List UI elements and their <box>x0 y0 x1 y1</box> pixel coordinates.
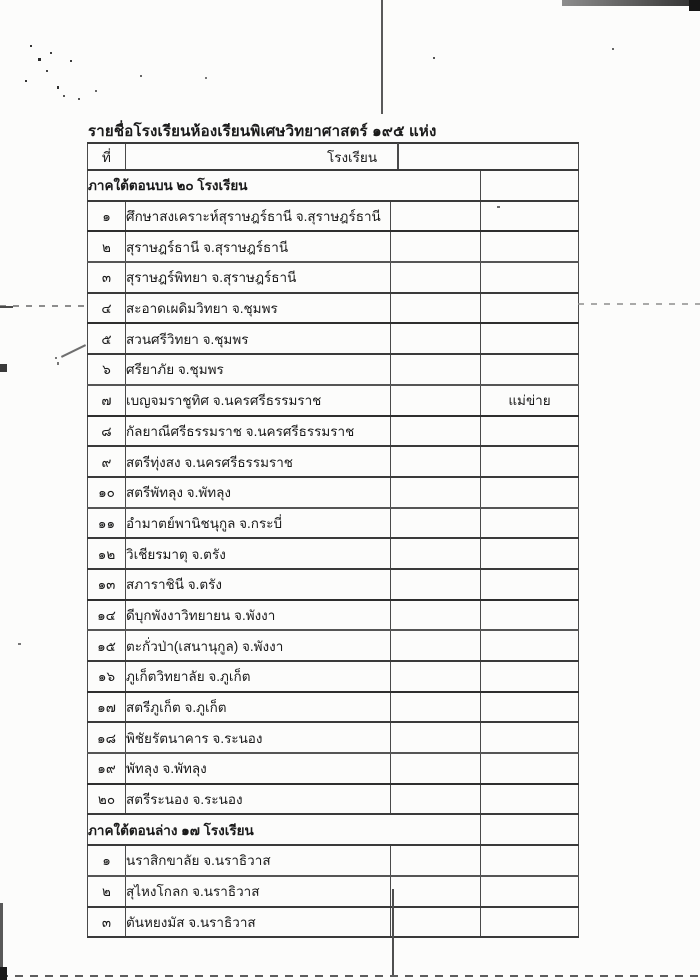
school-row <box>88 262 579 293</box>
row-number: ๒ <box>88 876 126 907</box>
blank-cell <box>391 293 481 324</box>
blank-cell <box>391 600 481 631</box>
note-cell <box>481 231 579 262</box>
blank-cell <box>391 753 481 784</box>
note-cell <box>481 323 579 354</box>
blank-cell <box>391 845 481 876</box>
school-row <box>88 661 579 692</box>
note-cell <box>481 477 579 508</box>
row-number: ๑ <box>88 845 126 876</box>
page-title: รายชื่อโรงเรียนห้องเรียนพิเศษวิทยาศาสตร์ ๑๙๕ แห่ง <box>88 123 437 140</box>
school-name: สุราษฎร์พิทยา จ.สุราษฎร์ธานี <box>126 262 391 293</box>
blank-cell <box>391 323 481 354</box>
note-cell <box>481 661 579 692</box>
scan-bottom-dashed-line <box>0 975 700 977</box>
note-cell <box>481 416 579 447</box>
school-name: สะอาดเผดิมวิทยา จ.ชุมพร <box>126 293 391 324</box>
blank-cell <box>391 661 481 692</box>
row-number: ๑๓ <box>88 569 126 600</box>
scan-dash-line-left <box>0 305 88 307</box>
school-row <box>88 354 579 385</box>
pencil-dot <box>55 357 57 359</box>
col-header-no: ที่ <box>88 143 126 170</box>
row-number: ๓ <box>88 262 126 293</box>
row-number: ๕ <box>88 323 126 354</box>
section-label: ภาคใต้ตอนล่าง ๑๗ โรงเรียน <box>88 814 481 845</box>
section-row <box>88 814 579 845</box>
blank-cell <box>391 354 481 385</box>
school-row <box>88 845 579 876</box>
scan-speck <box>205 77 207 79</box>
note-cell <box>481 876 579 907</box>
school-name: สตรีภูเก็ต จ.ภูเก็ต <box>126 692 391 723</box>
note-cell <box>481 508 579 539</box>
scan-speck <box>63 95 65 97</box>
school-row <box>88 692 579 723</box>
note-cell <box>481 293 579 324</box>
blank-cell <box>391 231 481 262</box>
school-row <box>88 508 579 539</box>
school-row <box>88 722 579 753</box>
section-note-cell <box>481 814 579 845</box>
school-name: วิเชียรมาตุ จ.ตรัง <box>126 538 391 569</box>
pencil-check-mark <box>61 344 86 358</box>
blank-cell <box>391 630 481 661</box>
school-row <box>88 446 579 477</box>
col-header-school: โรงเรียน <box>126 143 579 170</box>
blank-cell <box>391 477 481 508</box>
note-cell <box>481 354 579 385</box>
row-number: ๙ <box>88 446 126 477</box>
note-cell: แม่ข่าย <box>481 385 579 416</box>
note-cell <box>481 630 579 661</box>
school-name: สภาราชินี จ.ตรัง <box>126 569 391 600</box>
blank-cell <box>391 446 481 477</box>
scan-speck <box>140 75 142 77</box>
blank-cell <box>391 262 481 293</box>
scan-header-vertical-line <box>397 143 399 169</box>
section-label: ภาคใต้ตอนบน ๒๐ โรงเรียน <box>88 170 481 201</box>
blank-cell <box>391 538 481 569</box>
school-row <box>88 293 579 324</box>
note-cell <box>481 538 579 569</box>
row-number: ๑๕ <box>88 630 126 661</box>
row-number: ๒ <box>88 231 126 262</box>
row-number: ๑๒ <box>88 538 126 569</box>
blank-cell <box>391 722 481 753</box>
school-row <box>88 477 579 508</box>
school-row <box>88 784 579 815</box>
school-row <box>88 630 579 661</box>
school-row <box>88 600 579 631</box>
school-name: สุไหงโกลก จ.นราธิวาส <box>126 876 391 907</box>
blank-cell <box>391 876 481 907</box>
pencil-dot <box>57 362 59 365</box>
row-number: ๔ <box>88 293 126 324</box>
section-row <box>88 170 579 201</box>
row-number: ๑๐ <box>88 477 126 508</box>
school-name: นราสิกขาลัย จ.นราธิวาส <box>126 845 391 876</box>
scan-top-right-bar <box>562 0 700 6</box>
scan-bottom-vertical-line <box>392 889 394 975</box>
scan-speck <box>30 45 32 47</box>
table-header-row <box>88 143 579 170</box>
scan-top-right-corner-block <box>689 0 700 11</box>
section-note-cell <box>481 170 579 201</box>
scan-speck <box>70 60 72 62</box>
row-number: ๑๙ <box>88 753 126 784</box>
row-number: ๓ <box>88 907 126 938</box>
row-number: ๑๗ <box>88 692 126 723</box>
blank-cell <box>391 692 481 723</box>
school-name: สวนศรีวิทยา จ.ชุมพร <box>126 323 391 354</box>
blank-cell <box>391 569 481 600</box>
school-name: กัลยาณีศรีธรรมราช จ.นครศรีธรรมราช <box>126 416 391 447</box>
blank-cell <box>391 201 481 232</box>
blank-cell <box>391 416 481 447</box>
scan-speck <box>18 643 21 645</box>
school-list-table <box>87 142 579 938</box>
school-name: ศรียาภัย จ.ชุมพร <box>126 354 391 385</box>
note-cell <box>481 692 579 723</box>
note-cell <box>481 845 579 876</box>
note-cell <box>481 446 579 477</box>
school-name: ภูเก็ตวิทยาลัย จ.ภูเก็ต <box>126 661 391 692</box>
note-cell <box>481 600 579 631</box>
blank-cell <box>391 385 481 416</box>
row-number: ๖ <box>88 354 126 385</box>
blank-cell <box>391 508 481 539</box>
school-name: ตะกั่วป่า(เสนานุกูล) จ.พังงา <box>126 630 391 661</box>
school-name: พิชัยรัตนาคาร จ.ระนอง <box>126 722 391 753</box>
scan-left-edge-dash <box>0 306 13 308</box>
row-number: ๑๔ <box>88 600 126 631</box>
school-row <box>88 231 579 262</box>
scan-speck <box>95 90 97 92</box>
scan-top-vertical-line <box>381 0 383 114</box>
row-number: ๑ <box>88 201 126 232</box>
blank-cell <box>391 784 481 815</box>
school-row <box>88 385 579 416</box>
school-name: เบญจมราชูทิศ จ.นครศรีธรรมราช <box>126 385 391 416</box>
school-name: สตรีทุ่งสง จ.นครศรีธรรมราช <box>126 446 391 477</box>
scan-speck <box>612 48 614 50</box>
school-name: อำมาตย์พานิชนุกูล จ.กระบี่ <box>126 508 391 539</box>
school-row <box>88 416 579 447</box>
scan-bottom-left-block <box>0 967 7 980</box>
scan-dash-line-right <box>578 303 700 305</box>
scan-speck <box>25 80 27 82</box>
blank-cell <box>391 907 481 938</box>
note-cell <box>481 569 579 600</box>
note-cell <box>481 262 579 293</box>
school-name: ดีบุกพังงาวิทยายน จ.พังงา <box>126 600 391 631</box>
note-cell <box>481 907 579 938</box>
school-name: พัทลุง จ.พัทลุง <box>126 753 391 784</box>
row-number: ๒๐ <box>88 784 126 815</box>
scan-speck <box>433 57 435 59</box>
row-number: ๗ <box>88 385 126 416</box>
scan-left-edge-blotch <box>0 364 7 372</box>
school-row <box>88 323 579 354</box>
row-number: ๑๑ <box>88 508 126 539</box>
scan-speck <box>38 58 41 61</box>
scan-speck <box>57 86 59 89</box>
row-number: ๑๖ <box>88 661 126 692</box>
school-row <box>88 876 579 907</box>
note-cell <box>481 201 579 232</box>
school-name: สุราษฎร์ธานี จ.สุราษฎร์ธานี <box>126 231 391 262</box>
scan-speck <box>78 98 80 100</box>
school-row <box>88 907 579 938</box>
scan-speck <box>50 52 52 54</box>
school-name: สตรีระนอง จ.ระนอง <box>126 784 391 815</box>
row-number: ๑๘ <box>88 722 126 753</box>
school-row <box>88 569 579 600</box>
scan-speck <box>46 70 48 72</box>
school-row <box>88 538 579 569</box>
row-number: ๘ <box>88 416 126 447</box>
note-cell <box>481 784 579 815</box>
note-cell <box>481 753 579 784</box>
school-name: ศึกษาสงเคราะห์สุราษฎร์ธานี จ.สุราษฎร์ธานี <box>126 201 391 232</box>
school-name: สตรีพัทลุง จ.พัทลุง <box>126 477 391 508</box>
school-name: ตันหยงมัส จ.นราธิวาส <box>126 907 391 938</box>
note-cell <box>481 722 579 753</box>
school-row <box>88 201 579 232</box>
school-row <box>88 753 579 784</box>
